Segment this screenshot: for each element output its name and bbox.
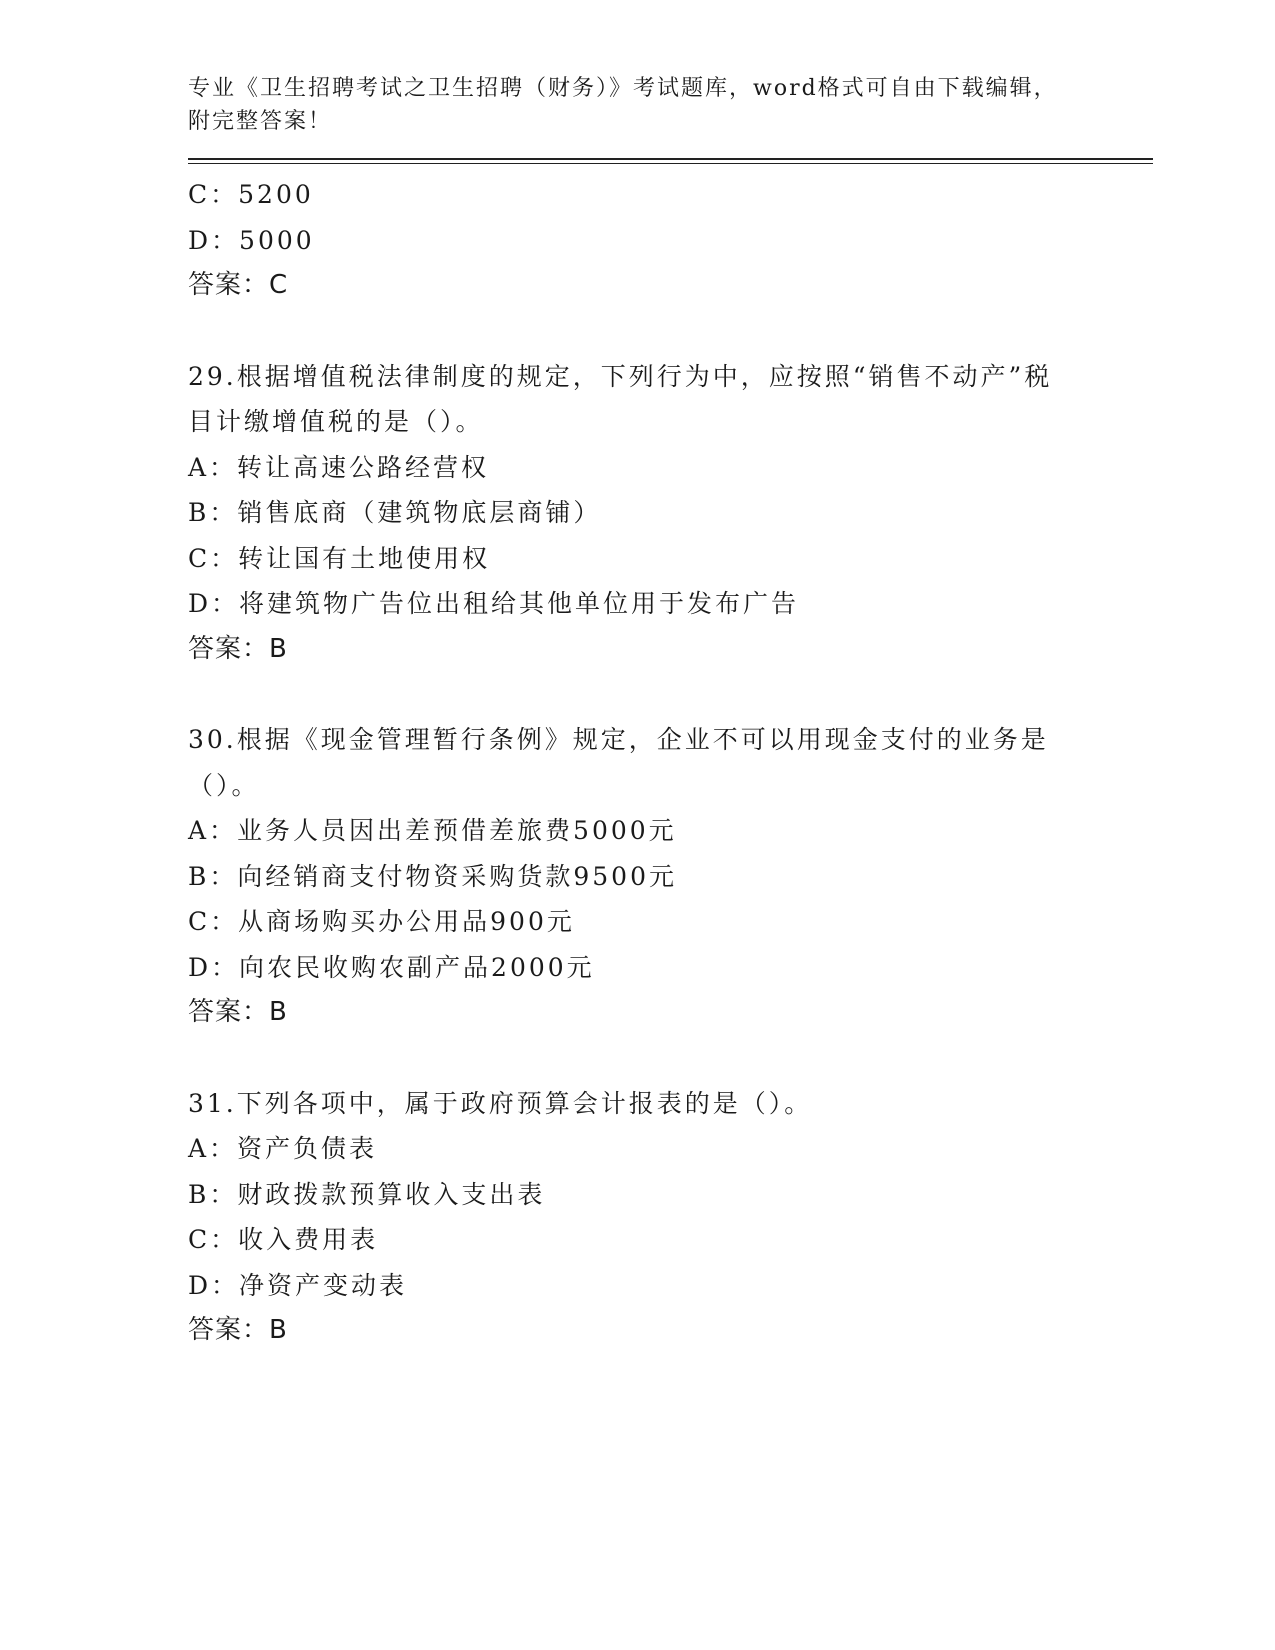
spacer — [188, 1036, 1148, 1081]
question-stem: 29.根据增值税法律制度的规定，下列行为中，应按照“销售不动产”税目计缴增值税的是（）。 — [188, 361, 1053, 436]
option-a: A：资产负债表 — [188, 1134, 378, 1163]
answer-line: 答案：C — [188, 270, 289, 300]
prev-question-tail — [188, 172, 1148, 309]
option-c: C：收入费用表 — [188, 1225, 379, 1254]
question-29 — [188, 354, 1148, 673]
option-d: D：净资产变动表 — [188, 1270, 408, 1300]
option-d: D：5000 — [188, 225, 315, 255]
option-b: B：销售底商（建筑物底层商铺） — [188, 498, 602, 527]
header-rule-thick — [188, 158, 1153, 160]
question-31 — [188, 1081, 1148, 1354]
option-c: C：转让国有土地使用权 — [188, 543, 491, 573]
answer-line: 答案：B — [188, 1315, 288, 1345]
answer-line: 答案：B — [188, 633, 288, 664]
option-a: A：转让高速公路经营权 — [188, 452, 490, 482]
question-stem: 30.根据《现金管理暂行条例》规定，企业不可以用现金支付的业务是（）。 — [188, 725, 1049, 800]
page-header: 专业《卫生招聘考试之卫生招聘（财务）》考试题库，word格式可自由下载编辑，附完整答案！ — [188, 76, 1058, 134]
option-d: D：向农民收购农副产品2000元 — [188, 952, 595, 982]
question-stem: 31.下列各项中，属于政府预算会计报表的是（）。 — [188, 1088, 813, 1118]
option-b: B：向经销商支付物资采购货款9500元 — [188, 861, 677, 891]
answer-line: 答案：B — [188, 997, 288, 1027]
spacer — [188, 672, 1148, 717]
option-b: B：财政拨款预算收入支出表 — [188, 1179, 546, 1209]
option-d: D：将建筑物广告位出租给其他单位用于发布广告 — [188, 589, 800, 618]
option-c: C：5200 — [188, 180, 314, 209]
header-rule-thin — [188, 163, 1153, 164]
spacer — [188, 309, 1148, 354]
option-c: C：从商场购买办公用品900元 — [188, 907, 575, 936]
option-a: A：业务人员因出差预借差旅费5000元 — [188, 816, 677, 845]
document-page — [188, 72, 1148, 1354]
document-body — [188, 172, 1148, 1354]
question-30 — [188, 717, 1148, 1036]
